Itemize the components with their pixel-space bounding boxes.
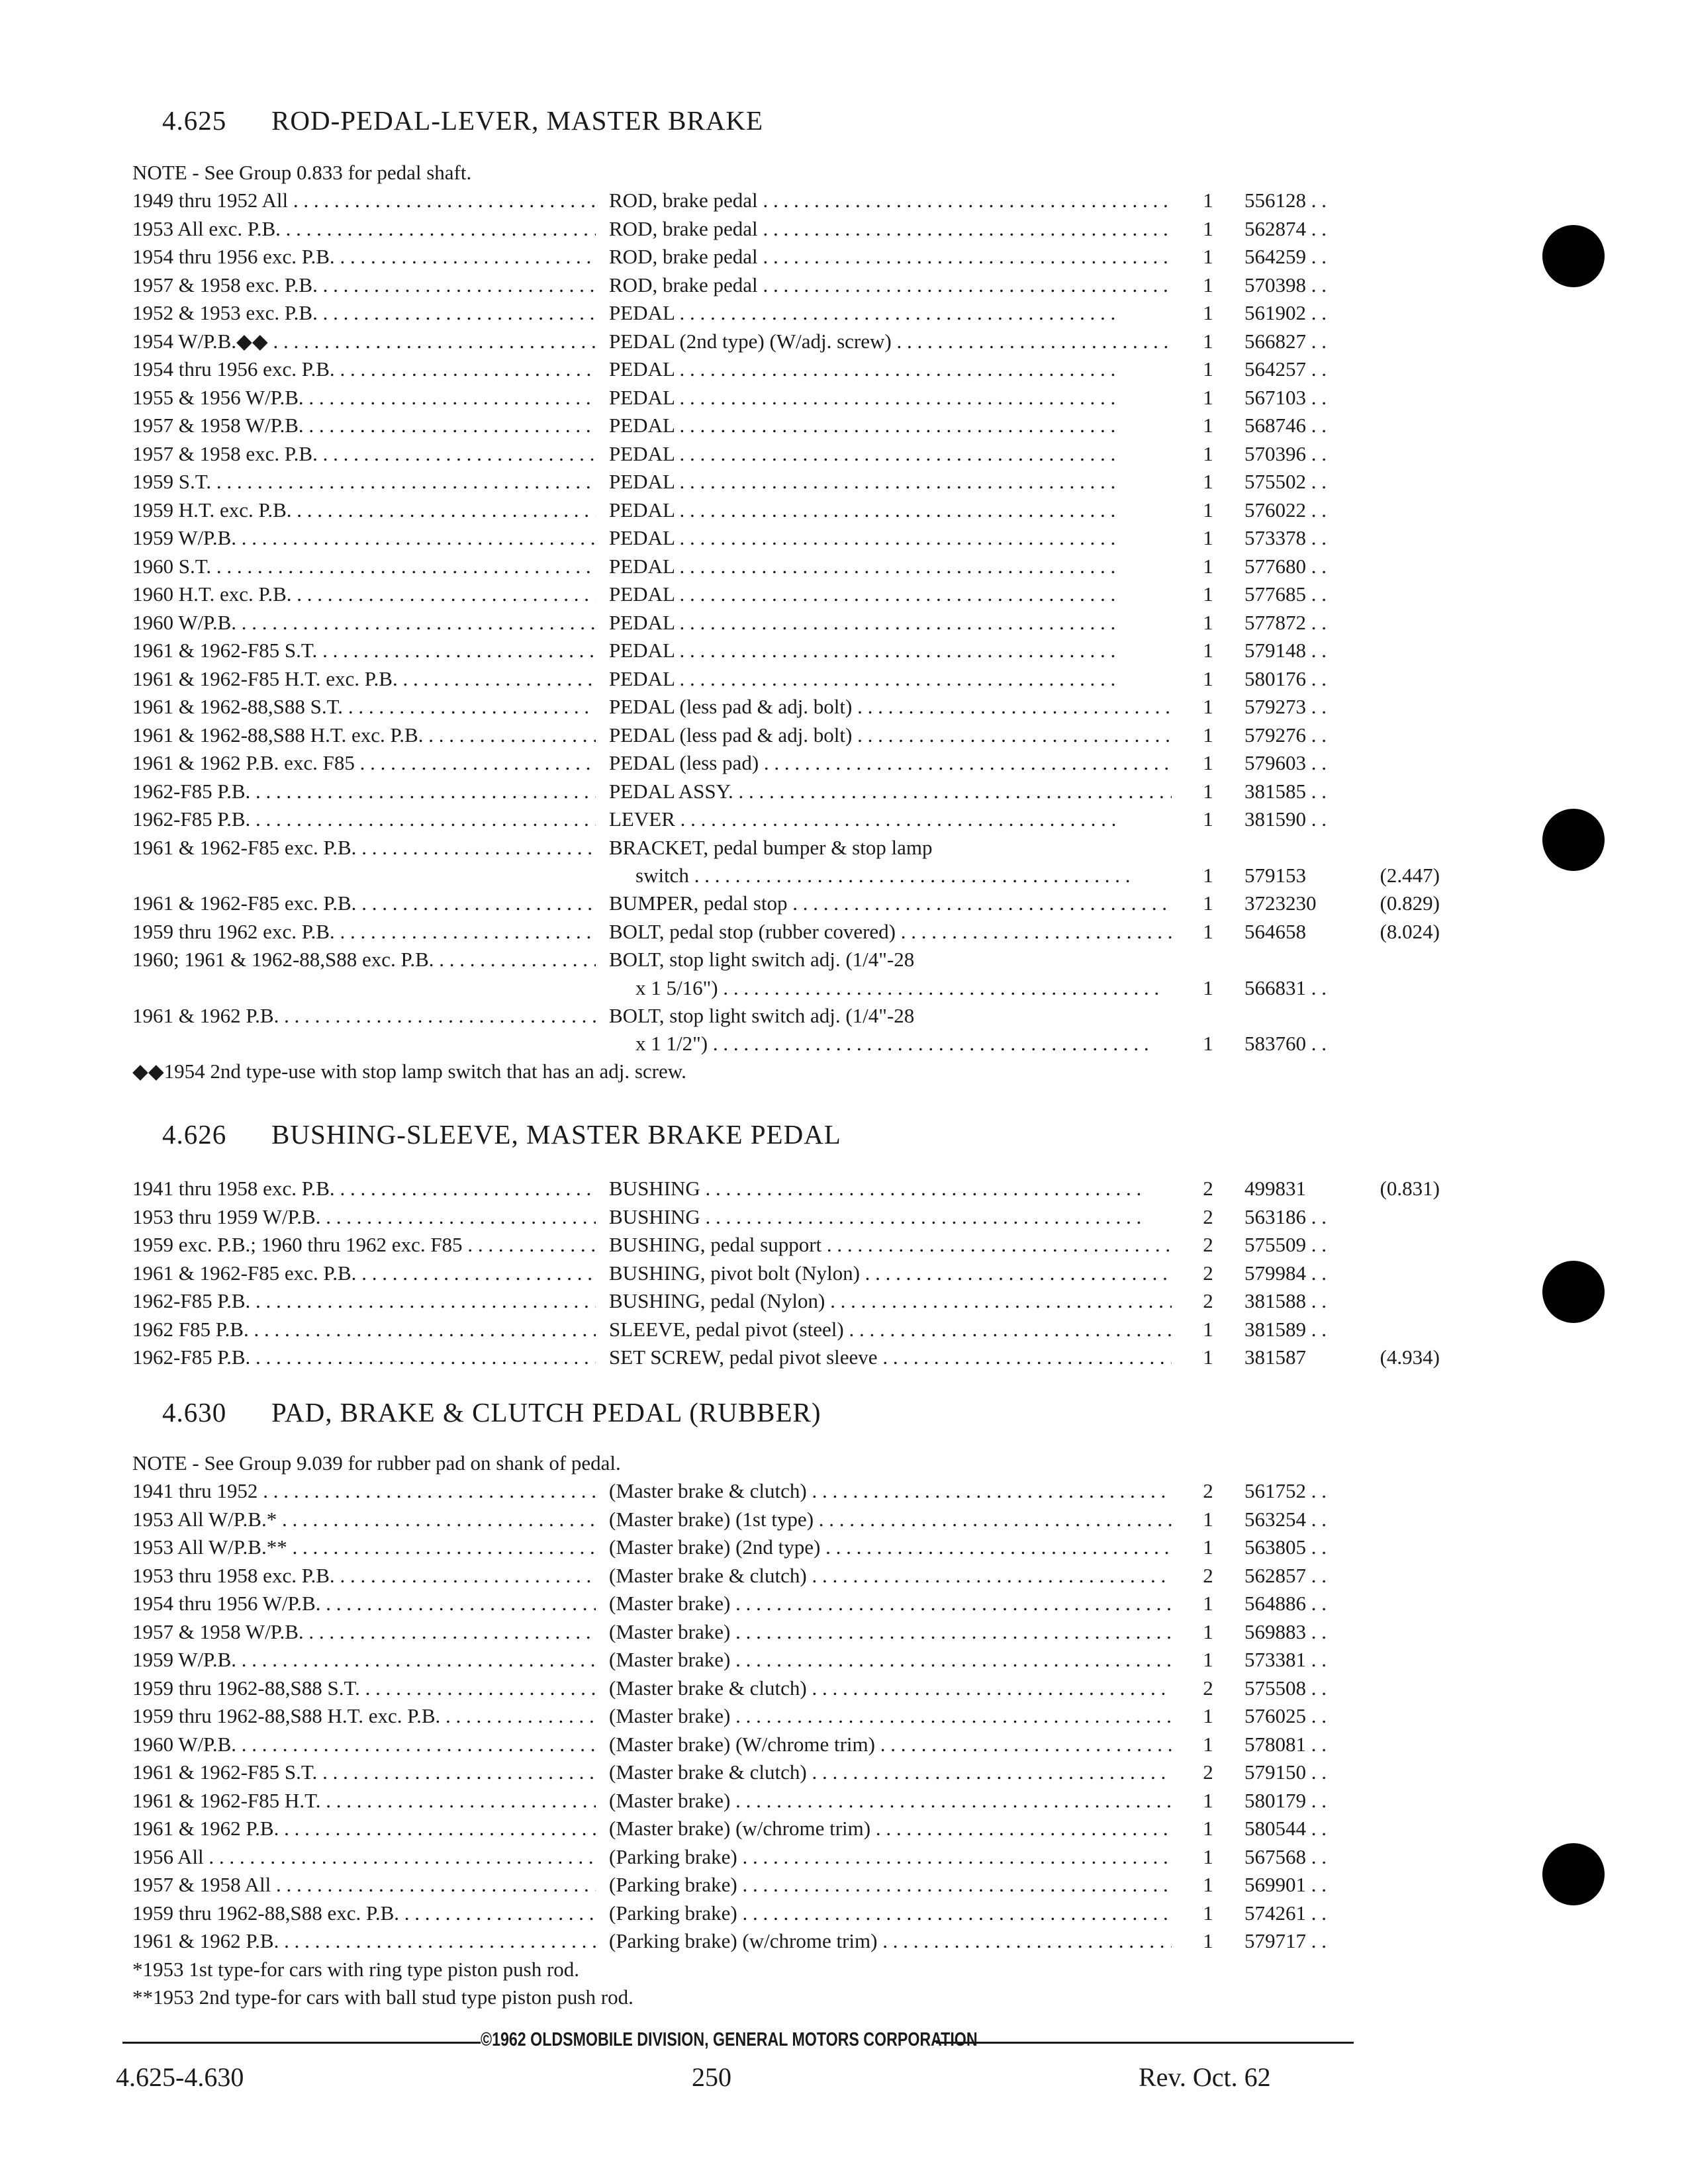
application-cell: 1956 All . . .	[132, 1843, 596, 1872]
part-number-cell: 579153	[1244, 864, 1306, 887]
description-cell: (Master brake) (W/chrome trim) . . .	[609, 1731, 1172, 1759]
description-cell: BUSHING . . .	[609, 1203, 1172, 1232]
description-cell: BUSHING . . .	[609, 1175, 1172, 1203]
description-cell: (Master brake & clutch) . . .	[609, 1477, 1172, 1506]
description-cell: BUSHING, pedal (Nylon) . . .	[609, 1287, 1172, 1316]
part-number-cell: 577685 . . .	[1244, 580, 1331, 609]
section-number: 4.630	[162, 1397, 227, 1428]
application-cell: 1949 thru 1952 All . . .	[132, 187, 596, 215]
quantity-cell: 1	[1203, 470, 1213, 493]
quantity-cell: 1	[1203, 554, 1213, 578]
quantity-cell: 1	[1203, 441, 1213, 465]
description-cell: (Master brake) . . .	[609, 1646, 1172, 1674]
quantity-cell: 1	[1203, 723, 1213, 747]
application-cell: 1959 thru 1962-88,S88 exc. P.B. . . .	[132, 1899, 596, 1928]
part-number-cell: 564257 . . .	[1244, 355, 1331, 384]
application-cell: 1962-F85 P.B. . . .	[132, 778, 596, 806]
quantity-cell: 1	[1203, 1817, 1213, 1840]
table-row	[132, 1316, 1357, 1344]
description-cell: BUSHING, pivot bolt (Nylon) . . .	[609, 1259, 1172, 1288]
part-number-cell: 567568 . . .	[1244, 1843, 1331, 1872]
part-number-cell: 563805 . . .	[1244, 1533, 1331, 1562]
description-cell: (Master brake) . . .	[609, 1702, 1172, 1731]
quantity-cell: 1	[1203, 1592, 1213, 1615]
description-cell: PEDAL . . .	[609, 355, 1172, 384]
application-cell: 1961 & 1962 P.B. . . .	[132, 1815, 596, 1843]
quantity-cell: 1	[1203, 1901, 1213, 1925]
section-number: 4.626	[162, 1119, 227, 1150]
table-row	[132, 1477, 1357, 1506]
quantity-cell: 1	[1203, 1648, 1213, 1671]
table-row	[132, 1343, 1440, 1372]
part-number-cell: 563186 . . .	[1244, 1203, 1331, 1232]
table-row	[132, 496, 1357, 525]
quantity-cell: 2	[1203, 1205, 1213, 1228]
table-row	[132, 1030, 1357, 1058]
reference-cell: (0.829)	[1380, 891, 1440, 915]
part-number-cell: 573378 . . .	[1244, 524, 1331, 553]
part-number-cell: 3723230	[1244, 891, 1317, 915]
table-row	[132, 1259, 1357, 1288]
description-cell: (Master brake & clutch) . . .	[609, 1758, 1172, 1787]
application-cell: 1953 All W/P.B.* . . .	[132, 1506, 596, 1534]
application-cell: 1961 & 1962-F85 S.T. . . .	[132, 1758, 596, 1787]
part-number-cell: 576025 . . .	[1244, 1702, 1331, 1731]
quantity-cell: 1	[1203, 919, 1213, 943]
description-cell: SLEEVE, pedal pivot (steel) . . .	[609, 1316, 1172, 1344]
description-cell: BOLT, stop light switch adj. (1/4"-28	[609, 1003, 915, 1027]
description-cell: BUMPER, pedal stop . . .	[609, 889, 1172, 918]
application-cell: 1957 & 1958 W/P.B. . . .	[132, 1618, 596, 1647]
part-number-cell: 578081 . . .	[1244, 1731, 1331, 1759]
quantity-cell: 1	[1203, 216, 1213, 240]
table-row	[132, 889, 1440, 918]
table-row	[132, 1674, 1357, 1703]
part-number-cell: 381587	[1244, 1345, 1306, 1369]
table-row	[132, 974, 1357, 1002]
quantity-cell: 1	[1203, 1844, 1213, 1868]
quantity-cell: 1	[1203, 1873, 1213, 1896]
description-cell: (Master brake & clutch) . . .	[609, 1674, 1172, 1703]
table-row	[132, 1618, 1357, 1647]
quantity-cell: 1	[1203, 385, 1213, 409]
table-row	[132, 580, 1357, 609]
application-cell: 1961 & 1962-88,S88 H.T. exc. P.B. . . .	[132, 721, 596, 750]
description-cell: PEDAL . . .	[609, 637, 1172, 665]
section-heading	[162, 105, 763, 136]
application-cell: 1961 & 1962-F85 exc. P.B. . . .	[132, 834, 596, 862]
punch-hole	[1542, 809, 1605, 871]
table-row	[132, 1203, 1357, 1232]
quantity-cell: 2	[1203, 1479, 1213, 1502]
quantity-cell: 1	[1203, 1929, 1213, 1952]
part-number-cell: 575502 . . .	[1244, 468, 1331, 496]
part-number-cell: 561902 . . .	[1244, 299, 1331, 328]
part-number-cell: 573381 . . .	[1244, 1646, 1331, 1674]
description-cell: switch . . .	[609, 862, 1198, 889]
section-note: NOTE - See Group 0.833 for pedal shaft.	[132, 161, 472, 184]
application-cell: 1961 & 1962-F85 S.T. . . .	[132, 637, 596, 665]
application-cell: 1954 thru 1956 exc. P.B. . . .	[132, 355, 596, 384]
quantity-cell: 1	[1203, 976, 1213, 999]
description-cell: BOLT, pedal stop (rubber covered) . . .	[609, 918, 1172, 946]
application-cell: 1959 exc. P.B.; 1960 thru 1962 exc. F85 . . .	[132, 1231, 596, 1259]
footnote: *1953 1st type-for cars with ring type piston push rod.	[132, 1957, 580, 1981]
table-row	[132, 524, 1357, 553]
application-cell: 1962-F85 P.B. . . .	[132, 1287, 596, 1316]
application-cell: 1953 thru 1959 W/P.B. . . .	[132, 1203, 596, 1232]
table-row	[132, 299, 1357, 328]
description-cell: (Parking brake) . . .	[609, 1843, 1172, 1872]
description-cell: (Master brake) (2nd type) . . .	[609, 1533, 1172, 1562]
table-row	[132, 805, 1357, 834]
table-row	[132, 215, 1357, 244]
application-cell: 1954 thru 1956 exc. P.B. . . .	[132, 243, 596, 271]
application-cell: 1953 thru 1958 exc. P.B. . . .	[132, 1562, 596, 1590]
application-cell: 1959 W/P.B. . . .	[132, 1646, 596, 1674]
section-heading	[162, 1396, 821, 1428]
description-cell: BOLT, stop light switch adj. (1/4"-28	[609, 948, 915, 971]
application-cell: 1941 thru 1952 . . .	[132, 1477, 596, 1506]
table-row	[132, 412, 1357, 440]
table-row	[132, 862, 1440, 889]
part-number-cell: 579150 . . .	[1244, 1758, 1331, 1787]
application-cell: 1962-F85 P.B. . . .	[132, 805, 596, 834]
application-cell: 1957 & 1958 All . . .	[132, 1871, 596, 1899]
part-number-cell: 381585 . . .	[1244, 778, 1331, 806]
quantity-cell: 2	[1203, 1676, 1213, 1700]
quantity-cell: 1	[1203, 498, 1213, 522]
section-range: 4.625-4.630	[116, 2062, 244, 2092]
table-row	[132, 1787, 1357, 1815]
application-cell: 1959 thru 1962 exc. P.B. . . .	[132, 918, 596, 946]
quantity-cell: 2	[1203, 1233, 1213, 1256]
table-row	[132, 918, 1440, 946]
table-row	[132, 609, 1357, 637]
part-number-cell: 579603 . . .	[1244, 749, 1331, 778]
quantity-cell: 1	[1203, 582, 1213, 606]
description-cell: (Master brake) . . .	[609, 1590, 1172, 1618]
table-row	[132, 946, 1357, 974]
description-cell: PEDAL (less pad) . . .	[609, 749, 1172, 778]
footnote: **1953 2nd type-for cars with ball stud type piston push rod.	[132, 1985, 633, 2009]
quantity-cell: 1	[1203, 807, 1213, 831]
application-cell: 1953 All W/P.B.** . . .	[132, 1533, 596, 1562]
table-row	[132, 1899, 1357, 1928]
quantity-cell: 1	[1203, 1345, 1213, 1369]
part-number-cell: 562857 . . .	[1244, 1562, 1331, 1590]
quantity-cell: 1	[1203, 1788, 1213, 1812]
table-row	[132, 1533, 1357, 1562]
quantity-cell: 1	[1203, 329, 1213, 353]
table-row	[132, 187, 1357, 215]
reference-cell: (2.447)	[1380, 864, 1440, 887]
part-number-cell: 577872 . . .	[1244, 609, 1331, 637]
part-number-cell: 566827 . . .	[1244, 328, 1331, 356]
application-cell: 1962-F85 P.B. . . .	[132, 1343, 596, 1372]
quantity-cell: 1	[1203, 414, 1213, 437]
description-cell: PEDAL . . .	[609, 299, 1172, 328]
quantity-cell: 2	[1203, 1177, 1213, 1200]
quantity-cell: 1	[1203, 1317, 1213, 1341]
table-row	[132, 1287, 1357, 1316]
table-row	[132, 1843, 1357, 1872]
punch-hole	[1542, 1261, 1605, 1323]
table-row	[132, 355, 1357, 384]
quantity-cell: 1	[1203, 751, 1213, 774]
application-cell: 1957 & 1958 exc. P.B. . . .	[132, 440, 596, 469]
part-number-cell: 575508 . . .	[1244, 1674, 1331, 1703]
part-number-cell: 564658	[1244, 919, 1306, 943]
description-cell: PEDAL . . .	[609, 580, 1172, 609]
application-cell: 1960 S.T. . . .	[132, 553, 596, 581]
quantity-cell: 1	[1203, 1732, 1213, 1756]
application-cell: 1953 All exc. P.B. . . .	[132, 215, 596, 244]
description-cell: ROD, brake pedal . . .	[609, 187, 1172, 215]
table-row	[132, 1002, 1357, 1030]
application-cell: 1961 & 1962 P.B. . . .	[132, 1927, 596, 1956]
parts-table	[132, 159, 1440, 1085]
part-number-cell: 568746 . . .	[1244, 412, 1331, 440]
part-number-cell: 580176 . . .	[1244, 665, 1331, 694]
application-cell: 1952 & 1953 exc. P.B. . . .	[132, 299, 596, 328]
quantity-cell: 2	[1203, 1289, 1213, 1312]
part-number-cell: 579148 . . .	[1244, 637, 1331, 665]
description-cell: PEDAL . . .	[609, 384, 1172, 412]
description-cell: LEVER . . .	[609, 805, 1172, 834]
part-number-cell: 574261 . . .	[1244, 1899, 1331, 1928]
description-cell: PEDAL (2nd type) (W/adj. screw) . . .	[609, 328, 1172, 356]
table-row	[132, 1927, 1357, 1956]
application-cell: 1954 thru 1956 W/P.B. . . .	[132, 1590, 596, 1618]
table-row	[132, 834, 1357, 862]
reference-cell: (0.831)	[1380, 1177, 1440, 1200]
table-row	[132, 1702, 1357, 1731]
description-cell: SET SCREW, pedal pivot sleeve . . .	[609, 1343, 1172, 1372]
description-cell: (Parking brake) . . .	[609, 1871, 1172, 1899]
quantity-cell: 1	[1203, 189, 1213, 212]
table-row	[132, 665, 1357, 694]
description-cell: ROD, brake pedal . . .	[609, 243, 1172, 271]
application-cell: 1959 H.T. exc. P.B. . . .	[132, 496, 596, 525]
quantity-cell: 1	[1203, 779, 1213, 803]
part-number-cell: 567103 . . .	[1244, 384, 1331, 412]
quantity-cell: 1	[1203, 666, 1213, 690]
description-cell: (Parking brake) . . .	[609, 1899, 1172, 1928]
quantity-cell: 1	[1203, 526, 1213, 549]
application-cell: 1959 W/P.B. . . .	[132, 524, 596, 553]
part-number-cell: 561752 . . .	[1244, 1477, 1331, 1506]
application-cell: 1960; 1961 & 1962-88,S88 exc. P.B. . . .	[132, 946, 596, 974]
table-row	[132, 1758, 1357, 1787]
table-row	[132, 328, 1357, 356]
reference-cell: (4.934)	[1380, 1345, 1440, 1369]
application-cell: 1961 & 1962-F85 H.T. . . .	[132, 1787, 596, 1815]
table-row	[132, 1562, 1357, 1590]
part-number-cell: 575509 . . .	[1244, 1231, 1331, 1259]
quantity-cell: 2	[1203, 1563, 1213, 1587]
application-cell: 1961 & 1962-88,S88 S.T. . . .	[132, 693, 596, 721]
description-cell: (Master brake) . . .	[609, 1787, 1172, 1815]
quantity-cell: 1	[1203, 1507, 1213, 1531]
part-number-cell: 569883 . . .	[1244, 1618, 1331, 1647]
description-cell: PEDAL . . .	[609, 440, 1172, 469]
quantity-cell: 1	[1203, 273, 1213, 296]
description-cell: PEDAL . . .	[609, 609, 1172, 637]
footnote: ◆◆1954 2nd type-use with stop lamp switch that has an adj. screw.	[132, 1060, 686, 1083]
description-cell: (Master brake & clutch) . . .	[609, 1562, 1172, 1590]
description-cell: PEDAL (less pad & adj. bolt) . . .	[609, 693, 1172, 721]
part-number-cell: 576022 . . .	[1244, 496, 1331, 525]
application-cell: 1961 & 1962-F85 H.T. exc. P.B. . . .	[132, 665, 596, 694]
table-row	[132, 1871, 1357, 1899]
application-cell: 1961 & 1962 P.B. . . .	[132, 1002, 596, 1030]
description-cell: ROD, brake pedal . . .	[609, 215, 1172, 244]
table-row	[132, 1590, 1357, 1618]
quantity-cell: 1	[1203, 301, 1213, 324]
part-number-cell: 570398 . . .	[1244, 271, 1331, 300]
table-row	[132, 1175, 1440, 1203]
part-number-cell: 381590 . . .	[1244, 805, 1331, 834]
table-row	[132, 749, 1357, 778]
description-cell: PEDAL . . .	[609, 496, 1172, 525]
part-number-cell: 556128 . . .	[1244, 187, 1331, 215]
quantity-cell: 1	[1203, 864, 1213, 887]
description-cell: PEDAL . . .	[609, 468, 1172, 496]
quantity-cell: 1	[1203, 695, 1213, 718]
application-cell: 1954 W/P.B.◆◆ . . .	[132, 328, 596, 356]
quantity-cell: 1	[1203, 1704, 1213, 1727]
part-number-cell: 566831 . . .	[1244, 974, 1331, 1002]
table-row	[132, 721, 1357, 750]
quantity-cell: 1	[1203, 1619, 1213, 1643]
table-row	[132, 1231, 1357, 1259]
application-cell: 1961 & 1962 P.B. exc. F85 . . .	[132, 749, 596, 778]
part-number-cell: 579717 . . .	[1244, 1927, 1331, 1956]
part-number-cell: 563254 . . .	[1244, 1506, 1331, 1534]
description-cell: PEDAL ASSY. . . .	[609, 778, 1172, 806]
quantity-cell: 1	[1203, 891, 1213, 915]
description-cell: PEDAL . . .	[609, 553, 1172, 581]
application-cell: 1957 & 1958 exc. P.B. . . .	[132, 271, 596, 300]
part-number-cell: 579276 . . .	[1244, 721, 1331, 750]
description-cell: x 1 1/2") . . .	[609, 1030, 1198, 1058]
section-number: 4.625	[162, 105, 227, 136]
application-cell: 1961 & 1962-F85 exc. P.B. . . .	[132, 889, 596, 918]
part-number-cell: 564259 . . .	[1244, 243, 1331, 271]
table-row	[132, 384, 1357, 412]
section-heading	[162, 1118, 841, 1150]
application-cell: 1959 thru 1962-88,S88 H.T. exc. P.B. . . .	[132, 1702, 596, 1731]
table-row	[132, 1506, 1357, 1534]
part-number-cell: 499831	[1244, 1177, 1306, 1200]
part-number-cell: 564886 . . .	[1244, 1590, 1331, 1618]
part-number-cell: 381589 . . .	[1244, 1316, 1331, 1344]
reference-cell: (8.024)	[1380, 919, 1440, 943]
description-cell: PEDAL . . .	[609, 665, 1172, 694]
description-cell: (Parking brake) (w/chrome trim) . . .	[609, 1927, 1172, 1956]
page-number: 250	[692, 2062, 731, 2092]
application-cell: 1960 W/P.B. . . .	[132, 1731, 596, 1759]
table-row	[132, 693, 1357, 721]
application-cell: 1960 H.T. exc. P.B. . . .	[132, 580, 596, 609]
section-note: NOTE - See Group 9.039 for rubber pad on shank of pedal.	[132, 1451, 621, 1475]
part-number-cell: 579273 . . .	[1244, 693, 1331, 721]
part-number-cell: 381588 . . .	[1244, 1287, 1331, 1316]
application-cell: 1959 thru 1962-88,S88 S.T. . . .	[132, 1674, 596, 1703]
part-number-cell: 580544 . . .	[1244, 1815, 1331, 1843]
quantity-cell: 1	[1203, 639, 1213, 662]
application-cell: 1957 & 1958 W/P.B. . . .	[132, 412, 596, 440]
application-cell: 1960 W/P.B. . . .	[132, 609, 596, 637]
table-row	[132, 778, 1357, 806]
table-row	[132, 243, 1357, 271]
section-title: BUSHING-SLEEVE, MASTER BRAKE PEDAL	[271, 1119, 841, 1150]
punch-hole	[1542, 1843, 1605, 1905]
section-title: PAD, BRAKE & CLUTCH PEDAL (RUBBER)	[271, 1397, 821, 1428]
part-number-cell: 580179 . . .	[1244, 1787, 1331, 1815]
quantity-cell: 1	[1203, 245, 1213, 268]
quantity-cell: 1	[1203, 1535, 1213, 1559]
quantity-cell: 2	[1203, 1261, 1213, 1285]
description-cell: PEDAL . . .	[609, 412, 1172, 440]
table-row	[132, 553, 1357, 581]
table-row	[132, 1815, 1357, 1843]
description-cell: (Master brake) (w/chrome trim) . . .	[609, 1815, 1172, 1843]
part-number-cell: 577680 . . .	[1244, 553, 1331, 581]
quantity-cell: 1	[1203, 610, 1213, 634]
application-cell: 1959 S.T. . . .	[132, 468, 596, 496]
part-number-cell: 583760 . . .	[1244, 1030, 1331, 1058]
part-number-cell: 569901 . . .	[1244, 1871, 1331, 1899]
part-number-cell: 579984 . . .	[1244, 1259, 1331, 1288]
part-number-cell: 562874 . . .	[1244, 215, 1331, 244]
part-number-cell: 570396 . . .	[1244, 440, 1331, 469]
description-cell: (Master brake) (1st type) . . .	[609, 1506, 1172, 1534]
quantity-cell: 1	[1203, 357, 1213, 381]
description-cell: BUSHING, pedal support . . .	[609, 1231, 1172, 1259]
table-row	[132, 1646, 1357, 1674]
application-cell: 1955 & 1956 W/P.B. . . .	[132, 384, 596, 412]
description-cell: PEDAL . . .	[609, 524, 1172, 553]
section-title: ROD-PEDAL-LEVER, MASTER BRAKE	[271, 105, 764, 136]
description-cell: BRACKET, pedal bumper & stop lamp	[609, 835, 933, 859]
quantity-cell: 1	[1203, 1032, 1213, 1055]
punch-hole	[1542, 225, 1605, 287]
copyright-notice: ©1962 OLDSMOBILE DIVISION, GENERAL MOTORS CORPORATION	[481, 2029, 978, 2050]
description-cell: ROD, brake pedal . . .	[609, 271, 1172, 300]
application-cell: 1961 & 1962-F85 exc. P.B. . . .	[132, 1259, 596, 1288]
parts-table	[132, 1175, 1440, 1372]
table-row	[132, 440, 1357, 469]
table-row	[132, 637, 1357, 665]
description-cell: PEDAL (less pad & adj. bolt) . . .	[609, 721, 1172, 750]
table-row	[132, 271, 1357, 300]
revision-date: Rev. Oct. 62	[1139, 2062, 1271, 2092]
quantity-cell: 2	[1203, 1760, 1213, 1784]
table-row	[132, 1731, 1357, 1759]
description-cell: x 1 5/16") . . .	[609, 974, 1198, 1002]
table-row	[132, 468, 1357, 496]
parts-table	[132, 1449, 1357, 2011]
application-cell: 1962 F85 P.B. . . .	[132, 1316, 596, 1344]
application-cell: 1941 thru 1958 exc. P.B. . . .	[132, 1175, 596, 1203]
description-cell: (Master brake) . . .	[609, 1618, 1172, 1647]
